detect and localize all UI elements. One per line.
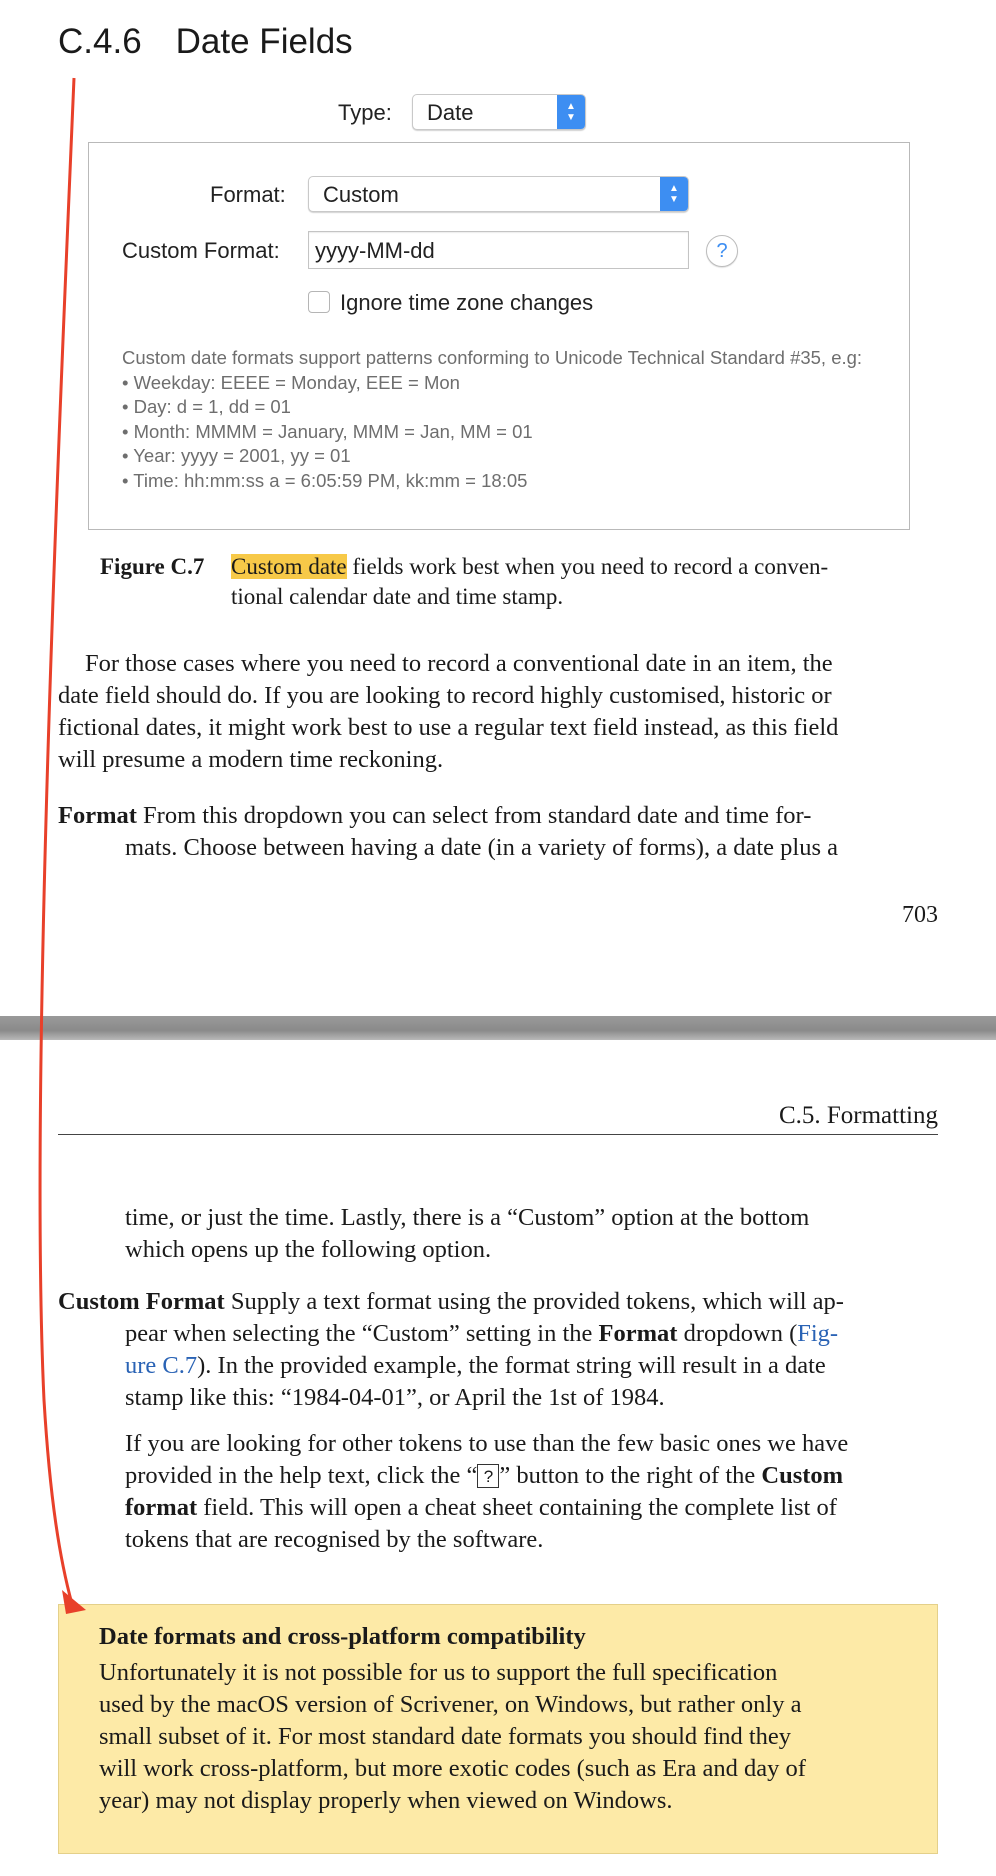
type-value: Date: [427, 100, 474, 125]
custom-format-term: Custom Format: [58, 1288, 225, 1315]
section-heading: [58, 22, 353, 62]
popup-arrows-icon: ▲ ▼: [557, 95, 585, 129]
format-popup[interactable]: [308, 176, 689, 212]
figure-link[interactable]: Fig-: [797, 1320, 839, 1347]
format-label: Format:: [210, 182, 286, 207]
caption-highlight: Custom date: [231, 554, 347, 579]
help-item: • Time: hh:mm:ss a = 6:05:59 PM, kk:mm = 18:05: [122, 469, 528, 491]
page-number: 703: [902, 902, 938, 928]
format-value: Custom: [323, 182, 399, 207]
custom-format-definition: Custom Format Supply a text format using the provided tokens, which will ap- pear when selecting the “Custom” setting in the Format dropdown (Fig- ure C.7). In the provided example, the format string will result in a date stamp like this: “1984-04-01”, or April the 1st of 1984.: [58, 1288, 844, 1411]
help-item: • Day: d = 1, dd = 01: [122, 396, 291, 417]
format-term: Format: [58, 802, 137, 829]
ignore-timezone-label: Ignore time zone changes: [340, 290, 594, 315]
header-rule: [58, 1134, 938, 1135]
help-item: • Weekday: EEEE = Monday, EEE = Mon: [122, 371, 460, 393]
popup-arrows-icon: ▲ ▼: [660, 177, 688, 211]
type-popup[interactable]: [412, 94, 586, 130]
help-item: • Year: yyyy = 2001, yy = 01: [122, 445, 351, 466]
figure-caption: Custom date fields work best when you need to record a conven- tional calendar date and time stamp.: [231, 554, 829, 609]
tokens-paragraph: If you are looking for other tokens to use than the few basic ones we have provided in the help text, click the “ ? ” button to the right of the Custom format field. This will open a cheat sheet containing the complete list of tokens that are recognised by the software.: [125, 1430, 849, 1553]
running-head: C.5. Formatting: [778, 1102, 938, 1129]
help-item: • Month: MMMM = January, MMM = Jan, MM = 01: [122, 420, 533, 442]
format-definition: Format From this dropdown you can select from standard date and time for- mats. Choose between having a date (in a variety of forms), a date plus a: [58, 802, 838, 861]
note-body: Unfortunately it is not possible for us to support the full specification used by the macOS version of Scrivener, on Windows, but rather only a small subset of it. For most standard date formats you should find they will work cross-platform, but more exotic codes (such as Era and day of year) may not display properly when viewed on Windows.: [99, 1659, 806, 1814]
section-number: C.4.6: [58, 22, 142, 61]
page-separator: [0, 1016, 996, 1040]
intro-paragraph: For those cases where you need to record a conventional date in an item, the date field should do. If you are looking to record highly customised, historic or fictional dates, it might work best to use a regular text field instead, as this field will presume a modern time reckoning.: [58, 650, 839, 773]
section-title: Date Fields: [175, 22, 353, 61]
figure-link[interactable]: ure C.7: [125, 1352, 198, 1379]
help-text: [122, 346, 892, 493]
ignore-timezone-checkbox[interactable]: [308, 291, 330, 313]
custom-format-field[interactable]: [308, 231, 689, 269]
question-box-icon: ?: [477, 1464, 499, 1488]
custom-format-value: yyyy-MM-dd: [315, 238, 435, 263]
compatibility-note: [58, 1604, 938, 1854]
help-button[interactable]: ?: [706, 235, 738, 267]
continued-paragraph: time, or just the time. Lastly, there is a “Custom” option at the bottom which opens up the following option.: [125, 1204, 810, 1263]
custom-format-label: Custom Format:: [122, 238, 280, 263]
figure-label: Figure C.7: [100, 554, 205, 579]
help-intro: Custom date formats support patterns conforming to Unicode Technical Standard #35, e.g:: [122, 347, 863, 368]
type-label: Type:: [338, 100, 392, 125]
note-title: Date formats and cross-platform compatibility: [99, 1623, 586, 1650]
